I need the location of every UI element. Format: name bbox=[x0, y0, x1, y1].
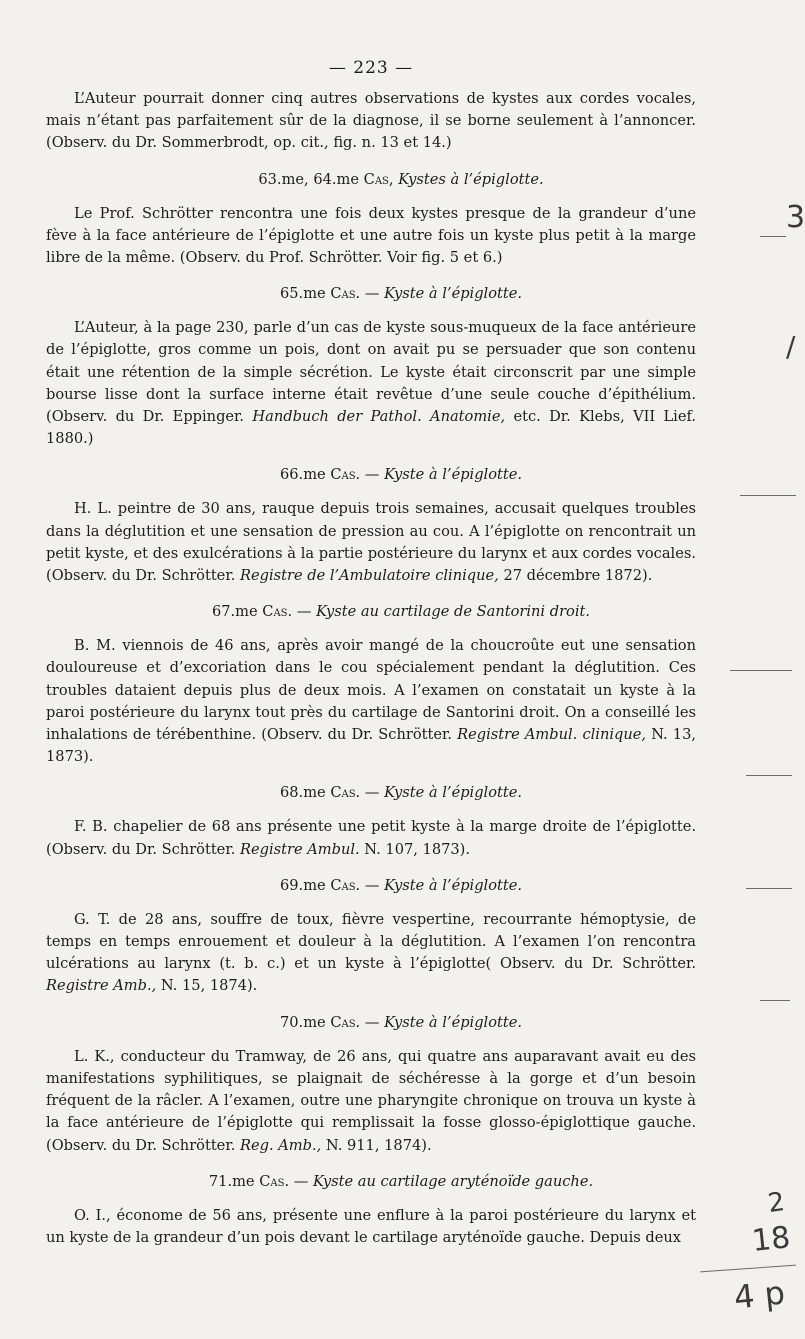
margin-tick bbox=[760, 1000, 790, 1001]
case-heading bbox=[46, 169, 696, 191]
margin-tick bbox=[746, 888, 792, 889]
case-heading bbox=[46, 283, 696, 305]
case-label: Cas. — bbox=[330, 876, 380, 894]
case-number: 68.me bbox=[279, 784, 326, 802]
case-heading bbox=[46, 464, 696, 486]
case-heading bbox=[46, 875, 696, 897]
case-paragraph bbox=[46, 909, 696, 998]
case-label: Cas, bbox=[363, 170, 394, 188]
case-heading bbox=[46, 1012, 696, 1034]
case-title: Kystes à l’épiglotte. bbox=[398, 170, 544, 188]
case-text-end: N. 107, 1873). bbox=[364, 840, 471, 858]
case-paragraph bbox=[46, 203, 696, 270]
case-text-end: 27 décembre 1872). bbox=[503, 567, 653, 585]
margin-note-3: 3 bbox=[786, 200, 805, 235]
case-label: Cas. — bbox=[330, 466, 380, 484]
case-title: Kyste à l’épiglotte. bbox=[384, 285, 523, 303]
case-number: 67.me bbox=[211, 603, 258, 621]
case-paragraph bbox=[46, 498, 696, 587]
case-heading bbox=[46, 601, 696, 623]
case-label: Cas. — bbox=[330, 1013, 380, 1031]
case-number: 69.me bbox=[279, 876, 326, 894]
case-paragraph bbox=[46, 816, 696, 860]
case-title: Kyste à l’épiglotte. bbox=[384, 784, 523, 802]
margin-tick bbox=[746, 775, 792, 776]
case-text: L. K., conducteur du Tramway, de 26 ans, qui quatre ans auparavant avait eu des manifestations syphilitiques, se plaignait de séchéresse à la gorge et d’un besoin fréquent de la râcler. A l’examen, outre une pharyngite chronique on trouva un kyste à la face antérieure de l’épiglotte qui remplissait la fosse glosso-épiglottique gauche. (Observ. du Dr. Schrötter. bbox=[46, 1047, 696, 1154]
case-paragraph bbox=[46, 1046, 696, 1157]
case-title: Kyste à l’épiglotte. bbox=[384, 1013, 523, 1031]
case-label: Cas. — bbox=[330, 285, 380, 303]
margin-tick bbox=[740, 495, 796, 496]
margin-tick bbox=[730, 670, 792, 671]
case-heading bbox=[46, 782, 696, 804]
case-paragraph bbox=[46, 1205, 696, 1249]
case-reference: Registre Ambul. clinique, bbox=[457, 726, 647, 744]
case-text-end: N. 15, 1874). bbox=[160, 977, 258, 995]
case-text: B. M. viennois de 46 ans, après avoir mangé de la choucroûte eut une sensation douloureuse et d’excoriation dans le cou spécialement pendant la déglutition. Ces troubles dataient depuis plus de deux mois. A l’examen on constatait un kyste à la paroi postérieure du larynx tout près du cartilage de Santorini droit. On a conseillé les inhalations de térébenthine. (Observ. du Dr. Schrötter. bbox=[46, 637, 696, 744]
case-text: O. I., économe de 56 ans, présente une enflure à la paroi postérieure du larynx et un kyste de la grandeur d’un pois devant le cartilage aryténoïde gauche. Depuis deux bbox=[46, 1206, 696, 1246]
case-title: Kyste à l’épiglotte. bbox=[384, 466, 523, 484]
case-heading bbox=[46, 1171, 696, 1193]
case-title: Kyste au cartilage de Santorini droit. bbox=[316, 603, 591, 621]
case-number: 63.me, 64.me bbox=[258, 170, 360, 188]
case-list bbox=[46, 169, 696, 1250]
case-label: Cas. — bbox=[259, 1172, 309, 1190]
case-text: G. T. de 28 ans, souffre de toux, fièvre vespertine, recourrante hémoptysie, de temps en temps enrouement et douleur à la déglutition. A l’examen l’on rencontra ulcérations au larynx (t. b. c.) et un kyste à l’épiglotte( Observ. du Dr. Schrötter. bbox=[46, 910, 696, 973]
case-number: 66.me bbox=[279, 466, 326, 484]
margin-note-18: 18 bbox=[750, 1220, 792, 1259]
case-text-end: etc. Dr. Klebs, VII Lief. 1880.) bbox=[46, 408, 697, 448]
case-reference: Handbuch der Pathol. Anatomie, bbox=[252, 408, 506, 426]
case-reference: Reg. Amb., bbox=[239, 1136, 322, 1154]
margin-note-2: 2 bbox=[765, 1186, 787, 1220]
case-number: 70.me bbox=[279, 1013, 326, 1031]
margin-note-4p: 4 p bbox=[732, 1273, 787, 1317]
margin-note-slash: / bbox=[786, 330, 796, 363]
case-reference: Registre Ambul. bbox=[239, 840, 360, 858]
case-paragraph bbox=[46, 635, 696, 768]
case-title: Kyste au cartilage aryténoïde gauche. bbox=[312, 1172, 594, 1190]
page-content bbox=[46, 58, 696, 1249]
intro-paragraph: L’Auteur pourrait donner cinq autres observations de kystes aux cordes vocales, mais n’étant pas parfaitement sûr de la diagnose, il se borne seulement à l’annoncer. (Observ. du Dr. Sommerbrodt, op. cit., fig. n. 13 et 14.) bbox=[46, 90, 696, 152]
case-text-end: N. 911, 1874). bbox=[325, 1136, 432, 1154]
page-number: — 223 — bbox=[328, 58, 414, 78]
case-label: Cas. — bbox=[262, 603, 312, 621]
case-paragraph bbox=[46, 317, 696, 450]
case-title: Kyste à l’épiglotte. bbox=[384, 876, 523, 894]
case-text: F. B. chapelier de 68 ans présente une petit kyste à la marge droite de l’épiglotte. (Observ. du Dr. Schrötter. bbox=[46, 818, 696, 858]
case-text: L’Auteur, à la page 230, parle d’un cas de kyste sous-muqueux de la face antérieure de l’épiglotte, gros comme un pois, dont on avait pu se persuader que son contenu était une rétention de la simple sécrétion. Le kyste était circonscrit par une simple bourse lisse dont la surface interne était revêtue d’une seule couche d’épithélium. (Observ. du Dr. Eppinger. bbox=[46, 319, 696, 426]
case-number: 65.me bbox=[279, 285, 326, 303]
case-number: 71.me bbox=[208, 1172, 255, 1190]
case-text: H. L. peintre de 30 ans, rauque depuis trois semaines, accusait quelques troubles dans la déglutition et une sensation de pression au cou. A l’épiglotte on rencontrait un petit kyste, et des exulcérations à la partie postérieure du larynx et aux cordes vocales. (Observ. du Dr. Schrötter. bbox=[46, 500, 696, 585]
case-text: Le Prof. Schrötter rencontra une fois deux kystes presque de la grandeur d’une fève à la face antérieure de l’épiglotte et une autre fois un kyste plus petit à la marge libre de la même. (Observ. du Prof. Schrötter. Voir fig. 5 et 6.) bbox=[46, 204, 696, 267]
case-reference: Registre Amb., bbox=[46, 977, 157, 995]
case-reference: Registre de l’Ambulatoire clinique, bbox=[239, 567, 499, 585]
margin-tick bbox=[760, 236, 786, 237]
margin-rule bbox=[700, 1265, 796, 1273]
case-label: Cas. — bbox=[330, 784, 380, 802]
case-text-end: N. 13, 1873). bbox=[46, 726, 697, 766]
